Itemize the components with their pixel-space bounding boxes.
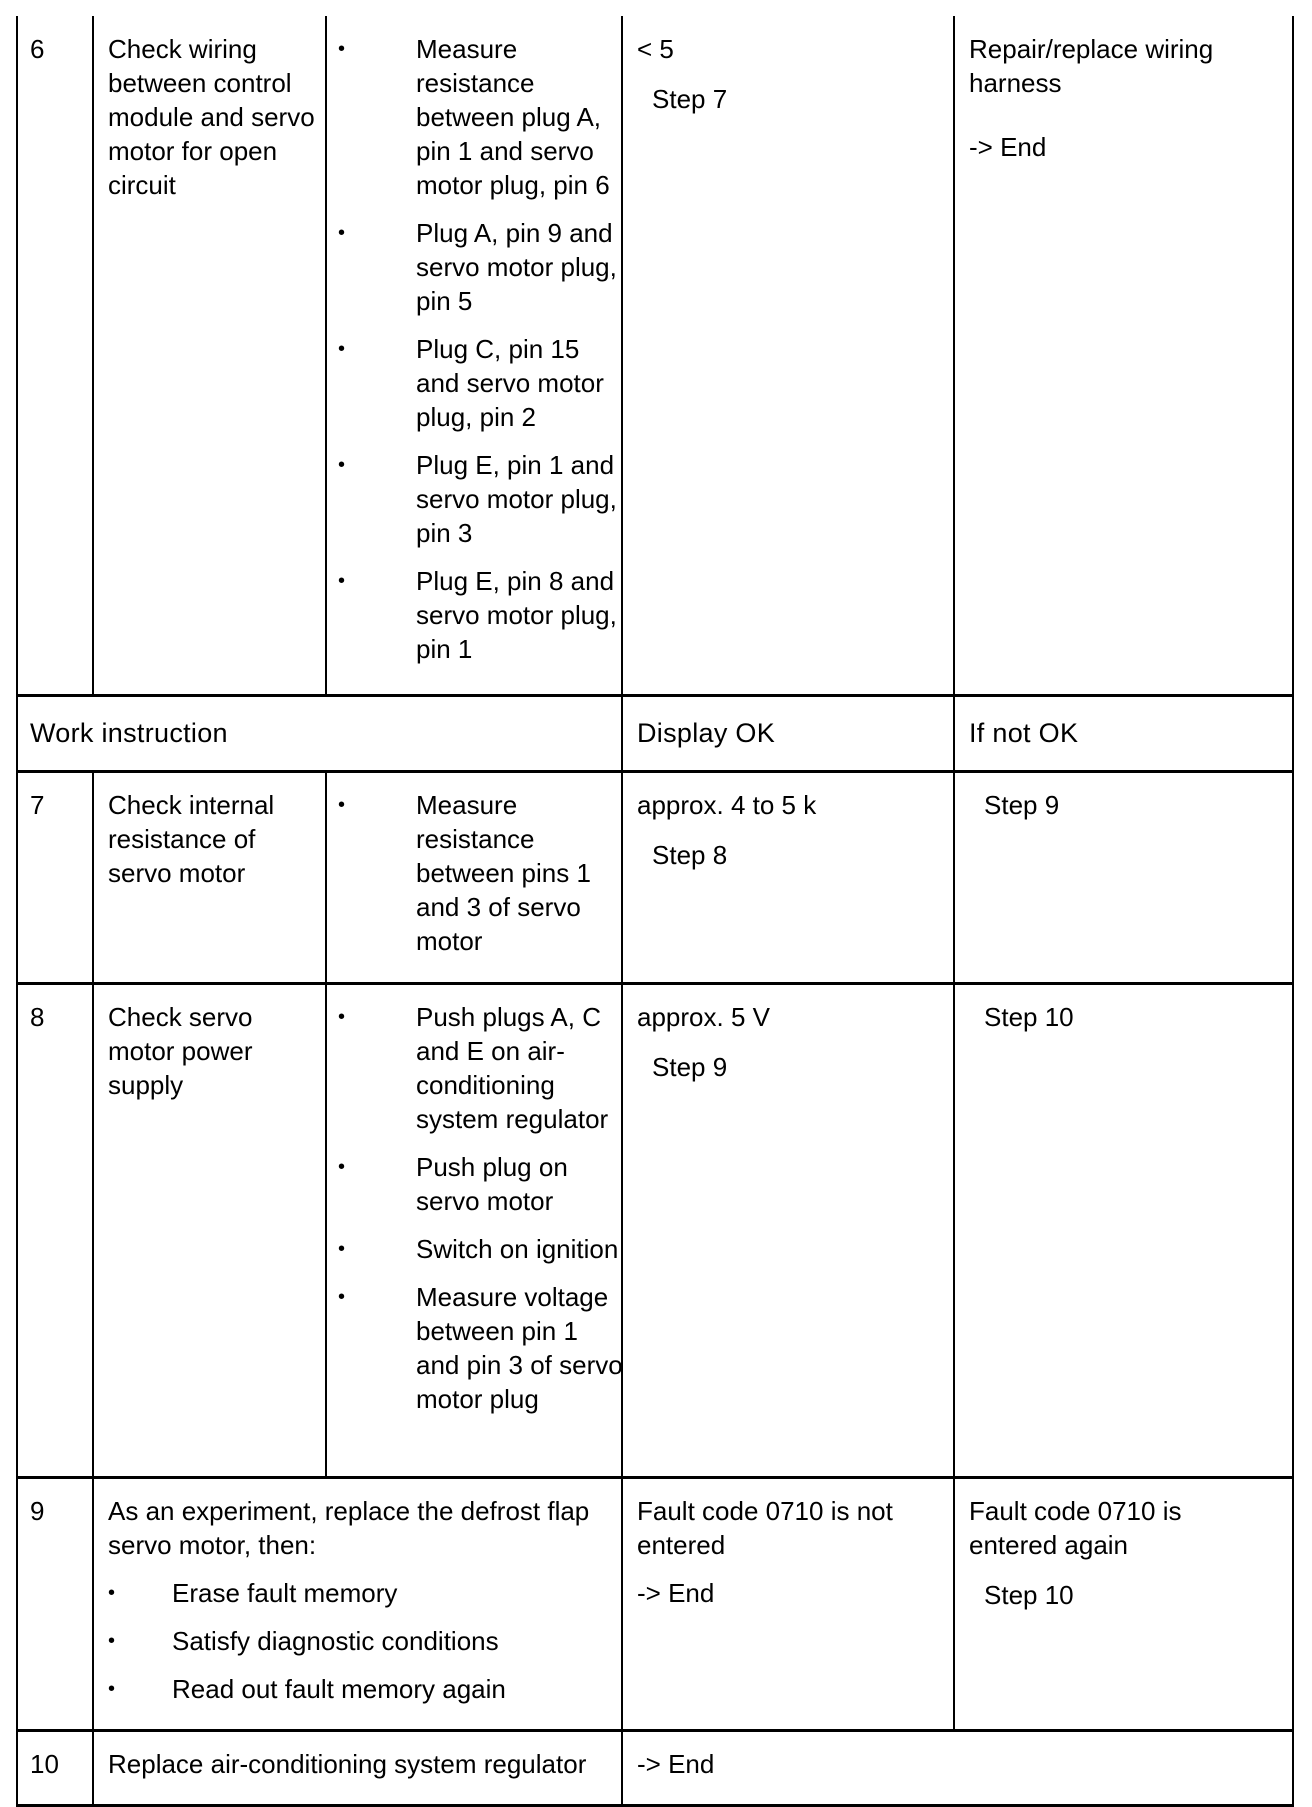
table-row-step-6: [16, 16, 1294, 696]
display-ok-value: approx. 4 to 5 k: [637, 790, 817, 820]
check-description: Check servo motor power supply: [108, 1002, 253, 1100]
bullet-list: [338, 788, 628, 958]
bullet-item: • Push plug on servo motor: [338, 1152, 568, 1216]
bullet-item: • Plug E, pin 1 and servo motor plug, pin 3: [338, 450, 617, 548]
bullet-list: [108, 1576, 608, 1706]
not-ok-value: Fault code 0710 is entered again: [969, 1496, 1182, 1560]
table-header: [16, 696, 1294, 772]
bullet-item: • Plug E, pin 8 and servo motor plug, pin 1: [338, 566, 617, 664]
display-ok-value: < 5: [637, 34, 674, 64]
check-description: Check wiring between control module and servo motor for open circuit: [108, 34, 315, 200]
step-number: 10: [30, 1749, 59, 1779]
check-description: Check internal resistance of servo motor: [108, 790, 275, 888]
table-row-step-10: [16, 1731, 1294, 1807]
bullet-item: • Switch on ignition: [338, 1234, 619, 1264]
check-description: As an experiment, replace the defrost flap servo motor, then:: [108, 1496, 590, 1560]
display-ok-next-step: -> End: [637, 1749, 715, 1779]
bullet-item: • Erase fault memory: [108, 1578, 398, 1608]
bullet-item: • Read out fault memory again: [108, 1674, 506, 1704]
header-display-ok: Display OK: [637, 718, 776, 748]
check-description: Replace air-conditioning system regulator: [108, 1749, 587, 1779]
not-ok-next-step: Step 10: [984, 1002, 1074, 1032]
bullet-list: [338, 32, 628, 666]
not-ok-value: Repair/replace wiring harness: [969, 34, 1214, 98]
bullet-item: • Plug C, pin 15 and servo motor plug, pin 2: [338, 334, 604, 432]
table-row-step-7: [16, 772, 1294, 984]
bullet-item: • Measure resistance between pins 1 and 3 of servo motor: [338, 790, 591, 956]
step-number: 6: [30, 34, 45, 64]
step-number: 8: [30, 1002, 45, 1032]
not-ok-next-step: Step 10: [984, 1580, 1074, 1610]
bullet-item: • Plug A, pin 9 and servo motor plug, pin 5: [338, 218, 617, 316]
bullet-item: • Measure voltage between pin 1 and pin 3 of servo motor plug: [338, 1282, 623, 1414]
display-ok-next-step: Step 8: [652, 840, 728, 870]
bullet-item: • Push plugs A, C and E on air-conditioning system regulator: [338, 1002, 609, 1134]
display-ok-value: approx. 5 V: [637, 1002, 770, 1032]
not-ok-next-step: -> End: [969, 132, 1047, 162]
header-if-not-ok: If not OK: [969, 718, 1079, 748]
bullet-list: [338, 1000, 628, 1416]
bullet-item: • Measure resistance between plug A, pin 1 and servo motor plug, pin 6: [338, 34, 610, 200]
not-ok-next-step: Step 9: [984, 790, 1060, 820]
display-ok-next-step: -> End: [637, 1578, 715, 1608]
display-ok-next-step: Step 9: [652, 1052, 728, 1082]
display-ok-next-step: Step 7: [652, 84, 728, 114]
bullet-item: • Satisfy diagnostic conditions: [108, 1626, 499, 1656]
table-row-step-8: [16, 984, 1294, 1478]
display-ok-value: Fault code 0710 is not entered: [637, 1496, 893, 1560]
table-row-step-9: [16, 1478, 1294, 1731]
step-number: 7: [30, 790, 45, 820]
step-number: 9: [30, 1496, 45, 1526]
header-work-instruction: Work instruction: [30, 718, 228, 748]
